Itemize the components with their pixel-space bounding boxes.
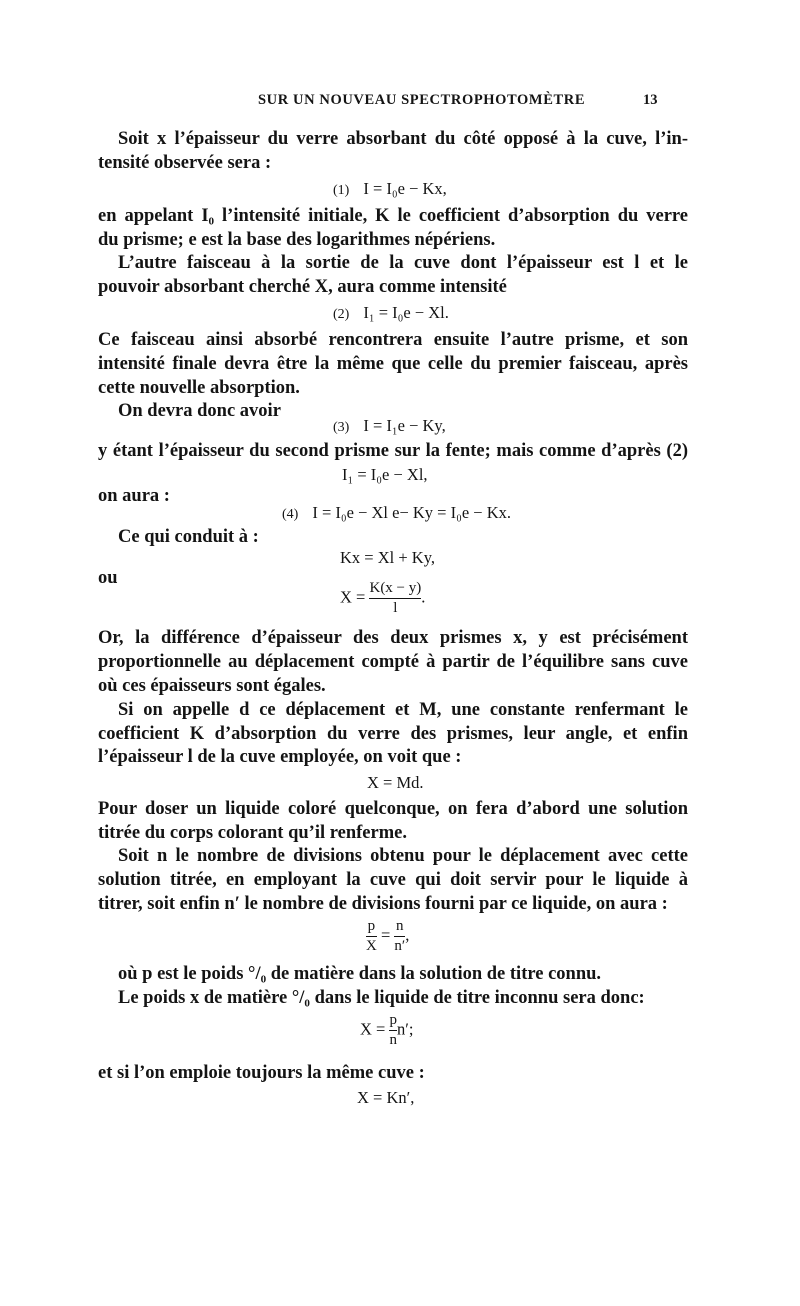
- fraction: [369, 580, 421, 617]
- text-line: du prisme; e est la base des logarithmes népériens.: [98, 230, 496, 250]
- text-line: y étant l’épaisseur du second prisme sur la fente; mais comme d’après (2): [98, 441, 688, 461]
- equation-body: I₁ = I₀e − Xl.: [363, 303, 449, 322]
- text-line: Si on appelle d ce déplacement et M, une constante renfermant le: [118, 700, 688, 720]
- equation-number: (4): [282, 507, 299, 522]
- equation-2-recall: I₁ = I₀e − Xl,: [342, 465, 428, 484]
- equation-1: [333, 178, 447, 202]
- text-line: On devra donc avoir: [118, 401, 281, 421]
- equation-number: (3): [333, 420, 350, 435]
- text-line: solution titrée, en employant la cuve qui doit servir pour le liquide à: [98, 870, 688, 890]
- text-line: coefficient K d’absorption du verre des prismes, leur angle, et enfin: [98, 724, 688, 744]
- text-line: pouvoir absorbant cherché X, aura comme intensité: [98, 277, 507, 297]
- text-line: Ce qui conduit à :: [118, 527, 259, 547]
- fraction: [366, 918, 377, 955]
- fraction-bar: [369, 598, 421, 599]
- text-line: cette nouvelle absorption.: [98, 378, 300, 398]
- text-line: titrée du corps colorant qu’il renferme.: [98, 823, 407, 843]
- fraction-denominator: n: [389, 1032, 397, 1048]
- fraction-bar: [366, 936, 377, 937]
- fraction-denominator: n′: [394, 938, 406, 954]
- equation-7: X = Md.: [367, 773, 424, 792]
- text-line: Or, la différence d’épaisseur des deux prismes x, y est précisément: [98, 628, 688, 648]
- text-line: et si l’on emploie toujours la même cuve :: [98, 1063, 425, 1083]
- equation-lhs: X =: [340, 587, 366, 607]
- text-line: en appelant I₀ l’intensité initiale, K le coefficient d’absorption du verre: [98, 206, 688, 226]
- equation-6: X = $\frac{K(x - y)}{l}$ .: [340, 580, 426, 616]
- fraction: [389, 1012, 397, 1049]
- text-line: tensité observée sera :: [98, 153, 272, 173]
- text-line: titrer, soit enfin n′ le nombre de divisions fourni par ce liquide, on aura :: [98, 894, 668, 914]
- text-line: l’épaisseur l de la cuve employée, on voit que :: [98, 747, 462, 767]
- equation-8: $\frac{p}{X}$ = $\frac{n}{n'}$ ,: [366, 918, 410, 954]
- equation-5: Kx = Xl + Ky,: [340, 548, 435, 567]
- equation-number: (2): [333, 307, 350, 322]
- equation-3: [333, 415, 446, 439]
- text-line: proportionnelle au déplacement compté à partir de l’équilibre sans cuve: [98, 652, 688, 672]
- equation-body: I = I₀e − Kx,: [363, 179, 447, 198]
- fraction-denominator: l: [393, 600, 398, 616]
- text-line: où p est le poids °/₀ de matière dans la solution de titre connu.: [118, 964, 602, 984]
- equation-number: (1): [333, 183, 350, 198]
- fraction-numerator: p: [367, 918, 376, 934]
- text-line: Soit x l’épaisseur du verre absorbant du côté opposé à la cuve, l’in-: [118, 129, 688, 149]
- equation-body: I = I₀e − Xl e− Ky = I₀e − Kx.: [312, 503, 512, 522]
- equation-tail: n′;: [396, 1019, 414, 1039]
- running-title: SUR UN NOUVEAU SPECTROPHOTOMÈTRE: [258, 92, 586, 108]
- text-line: Le poids x de matière °/₀ dans le liquide de titre inconnu sera donc:: [118, 988, 645, 1008]
- fraction-denominator: X: [366, 938, 377, 954]
- page-number: 13: [643, 92, 658, 108]
- equation-lhs: X =: [360, 1019, 386, 1039]
- text-line: où ces épaisseurs sont égales.: [98, 676, 326, 696]
- text-line: Ce faisceau ainsi absorbé rencontrera ensuite l’autre prisme, et son: [98, 330, 688, 350]
- equation-body: I = I₁e − Ky,: [363, 416, 446, 435]
- text-line: intensité finale devra être la même que celle du premier faisceau, après: [98, 354, 688, 374]
- equation-4: [282, 502, 511, 526]
- fraction-bar: [394, 936, 405, 937]
- text-line: Pour doser un liquide coloré quelconque, on fera d’abord une solution: [98, 799, 688, 819]
- text-line: Soit n le nombre de divisions obtenu pour le déplacement avec cette: [118, 846, 688, 866]
- text-line: ou: [98, 568, 118, 588]
- text-line: on aura :: [98, 486, 170, 506]
- equation-2: [333, 302, 449, 326]
- equation-9: [360, 1012, 413, 1049]
- fraction-bar: [389, 1030, 397, 1031]
- fraction-numerator: K(x − y): [369, 580, 422, 596]
- text-line: L’autre faisceau à la sortie de la cuve dont l’épaisseur est l et le: [118, 253, 688, 273]
- fraction-numerator: p: [389, 1012, 397, 1028]
- fraction: [394, 918, 405, 955]
- fraction-numerator: n: [396, 918, 404, 934]
- equation-10: X = Kn′,: [357, 1088, 415, 1107]
